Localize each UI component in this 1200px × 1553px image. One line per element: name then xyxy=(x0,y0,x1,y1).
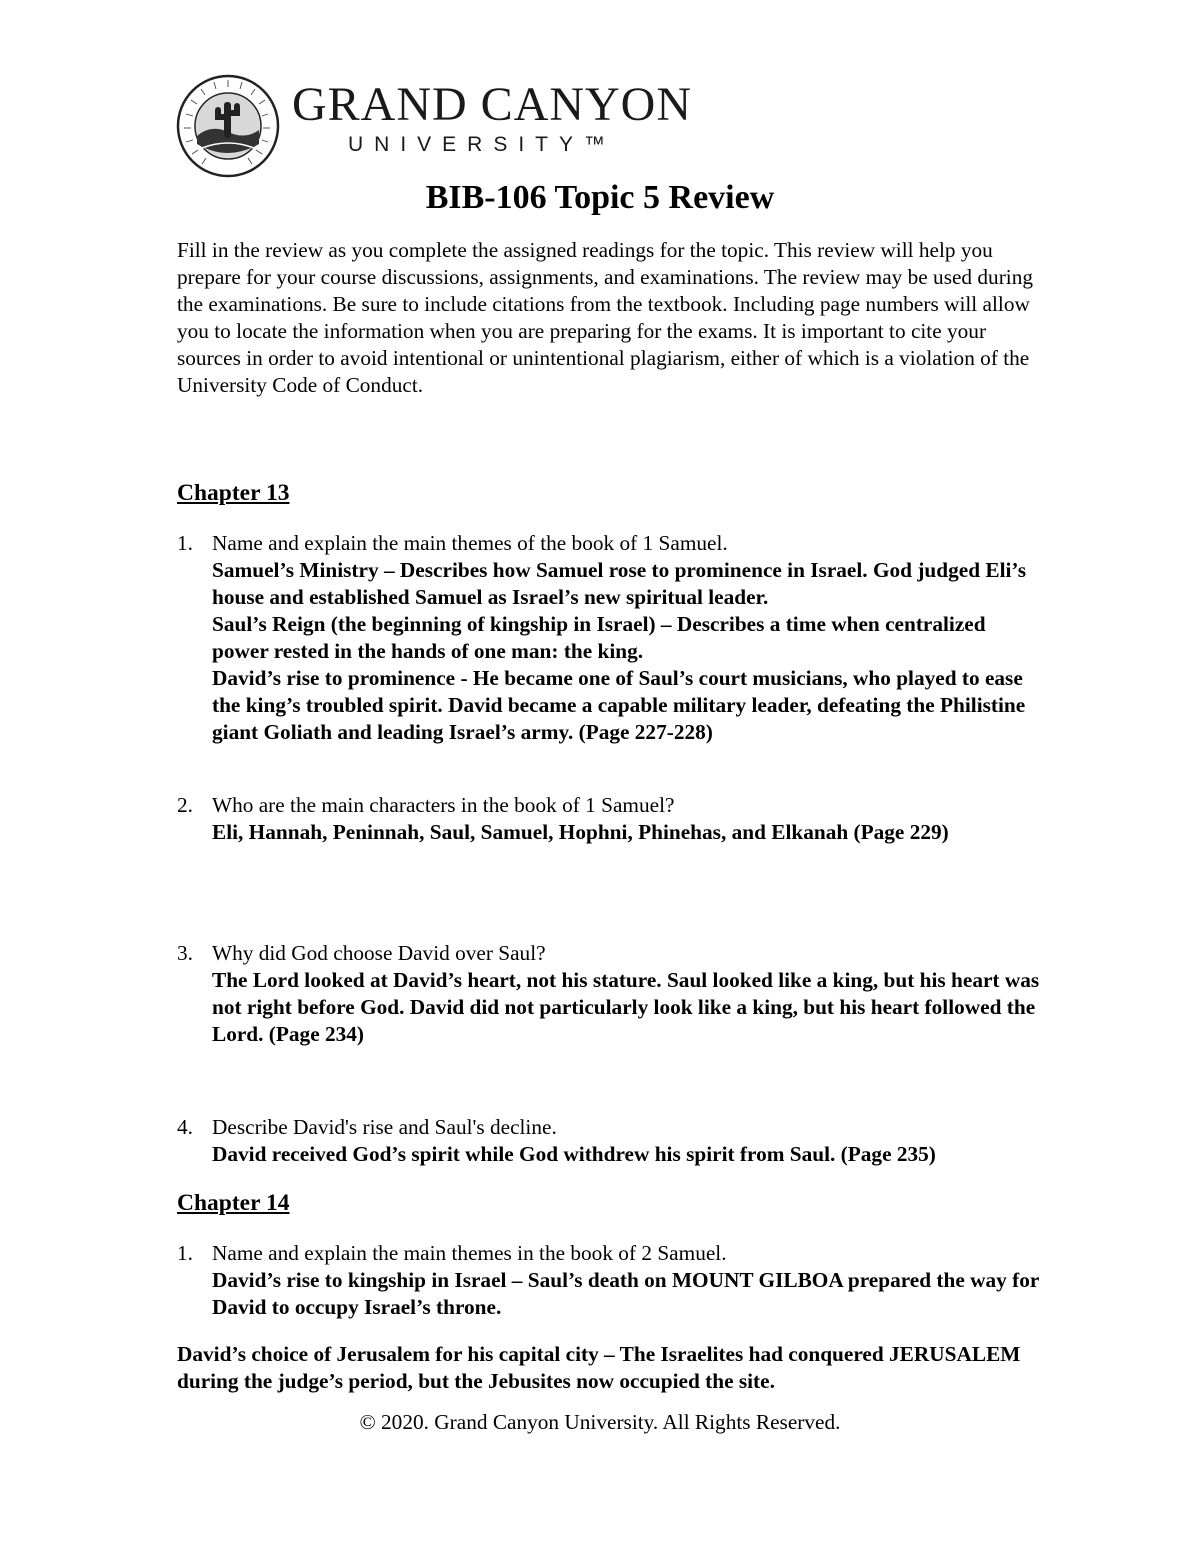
university-name: GRAND CANYON xyxy=(292,78,693,131)
answer-text: Eli, Hannah, Peninnah, Saul, Samuel, Hophni, Phinehas, and Elkanah (Page 229) xyxy=(212,820,949,844)
chapter-13-heading: Chapter 13 xyxy=(177,480,290,506)
answer-text xyxy=(212,557,1047,746)
chapter-14-heading: Chapter 14 xyxy=(177,1190,290,1216)
university-seal-icon xyxy=(176,74,280,178)
answer-paragraph: David’s rise to prominence - He became one of Saul’s court musicians, who played to ease the king’s troubled spirit. David became a capable military leader, defeating the Philistine giant Goliath and leading Israel’s army. (Page 227-228) xyxy=(212,666,1026,744)
answer-text: David received God’s spirit while God withdrew his spirit from Saul. (Page 235) xyxy=(212,1142,936,1166)
question-text: Name and explain the main themes of the book of 1 Samuel. xyxy=(212,531,728,555)
copyright-footer: © 2020. Grand Canyon University. All Rights Reserved. xyxy=(359,1410,841,1434)
university-subname: UNIVERSITY™ xyxy=(348,133,617,156)
page-title: BIB-106 Topic 5 Review xyxy=(425,179,775,216)
question-number: 4. xyxy=(177,1115,193,1139)
question-number: 1. xyxy=(177,1241,193,1265)
question-number: 2. xyxy=(177,793,193,817)
answer-paragraph: David’s rise to kingship in Israel – Saul’s death on MOUNT GILBOA prepared the way for David to occupy Israel’s throne. xyxy=(212,1268,1039,1319)
question-text: Describe David's rise and Saul's decline. xyxy=(212,1115,557,1139)
question-item xyxy=(177,1114,1047,1168)
answer-paragraph: Saul’s Reign (the beginning of kingship in Israel) – Describes a time when centralized power rested in the hands of one man: the king. xyxy=(212,612,986,663)
question-text: Why did God choose David over Saul? xyxy=(212,941,546,965)
question-text: Who are the main characters in the book of 1 Samuel? xyxy=(212,793,675,817)
university-wordmark xyxy=(292,78,693,157)
answer-paragraph: David’s choice of Jerusalem for his capital city – The Israelites had conquered JERUSALEM during the judge’s period, but the Jebusites now occupied the site. xyxy=(177,1342,1021,1393)
question-item xyxy=(177,792,1047,846)
answer-paragraph: Samuel’s Ministry – Describes how Samuel rose to prominence in Israel. God judged Eli’s house and established Samuel as Israel’s new spiritual leader. xyxy=(212,558,1027,609)
answer-text: The Lord looked at David’s heart, not his stature. Saul looked like a king, but his heart was not right before God. David did not particularly look like a king, but his heart followed the Lord. (Page 234) xyxy=(212,968,1040,1046)
question-number: 3. xyxy=(177,941,193,965)
university-logo xyxy=(176,74,692,178)
question-item xyxy=(177,1240,1047,1267)
question-item xyxy=(177,940,1047,1048)
question-item xyxy=(177,530,1047,746)
question-number: 1. xyxy=(177,531,193,555)
question-text: Name and explain the main themes in the book of 2 Samuel. xyxy=(212,1241,727,1265)
intro-paragraph: Fill in the review as you complete the assigned readings for the topic. This review will help you prepare for your course discussions, assignments, and examinations. The review may be used during the examinations. Be sure to include citations from the textbook. Including page numbers will allow you to locate the information when you are preparing for the exams. It is important to cite your sources in order to avoid intentional or unintentional plagiarism, either of which is a violation of the University Code of Conduct. xyxy=(177,238,1034,397)
